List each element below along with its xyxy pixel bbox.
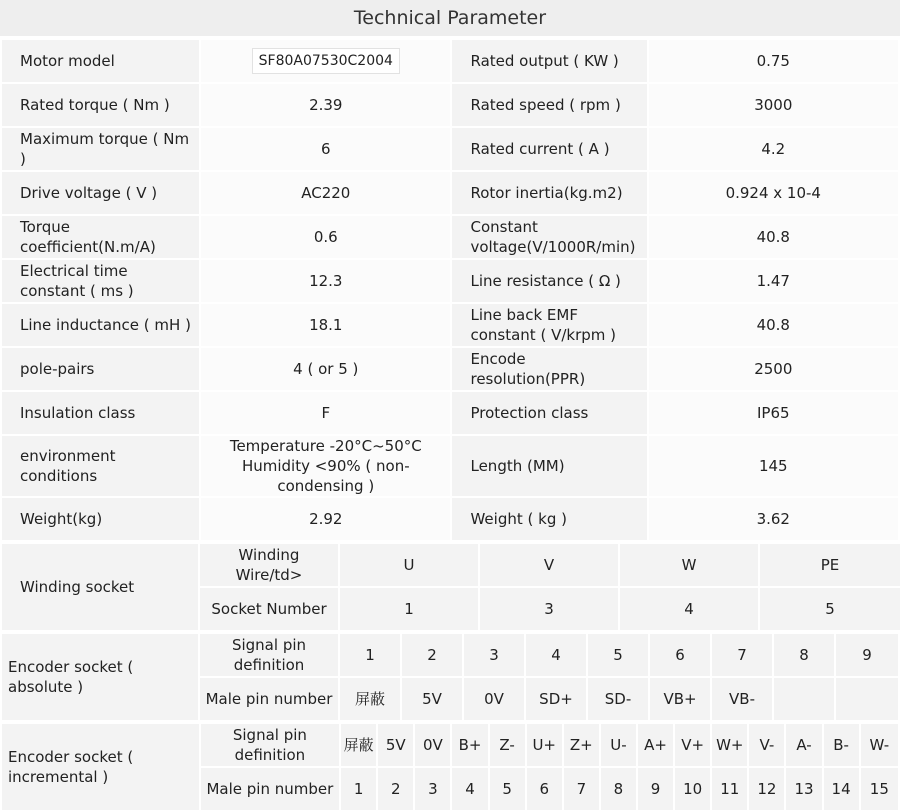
abs-male-cell: VB- — [711, 677, 773, 721]
parameter-value: 4.2 — [648, 127, 899, 171]
inc-signal-cell: W- — [860, 723, 899, 767]
abs-signal-cell: 4 — [525, 633, 587, 677]
abs-signal-cell: 7 — [711, 633, 773, 677]
parameter-label: pole-pairs — [1, 347, 200, 391]
parameter-row — [1, 303, 899, 347]
socket-number-cell: 3 — [479, 587, 619, 631]
parameter-value: 2.92 — [200, 497, 451, 541]
parameter-label: Line resistance ( Ω ) — [451, 259, 647, 303]
page-title: Technical Parameter — [0, 0, 900, 38]
parameter-row — [1, 391, 899, 435]
inc-male-cell: 5 — [489, 767, 526, 811]
inc-male-cell: 9 — [637, 767, 674, 811]
parameter-row — [1, 127, 899, 171]
parameter-value: F — [200, 391, 451, 435]
abs-signal-label: Signal pin definition — [199, 633, 339, 677]
abs-male-cell: 屏蔽 — [339, 677, 401, 721]
parameter-row — [1, 435, 899, 497]
abs-signal-cell: 3 — [463, 633, 525, 677]
parameter-row — [1, 259, 899, 303]
inc-signal-cell: A+ — [637, 723, 674, 767]
parameter-value — [200, 39, 451, 83]
abs-male-cell: 5V — [401, 677, 463, 721]
parameter-label: Rotor inertia(kg.m2) — [451, 171, 647, 215]
parameter-label: Length (MM) — [451, 435, 647, 497]
inc-male-cell: 3 — [414, 767, 451, 811]
parameter-label: Rated torque ( Nm ) — [1, 83, 200, 127]
parameter-value: 3.62 — [648, 497, 899, 541]
socket-number-label: Socket Number — [199, 587, 339, 631]
winding-wire-cell: W — [619, 543, 759, 587]
inc-male-cell: 7 — [563, 767, 600, 811]
parameter-value: 2500 — [648, 347, 899, 391]
abs-male-cell — [773, 677, 835, 721]
spec-sheet — [0, 38, 900, 812]
parameter-label: Torque coefficient(N.m/A) — [1, 215, 200, 259]
inc-male-label: Male pin number — [200, 767, 340, 811]
parameter-label: Weight(kg) — [1, 497, 200, 541]
abs-male-cell — [835, 677, 899, 721]
parameter-label: Drive voltage ( V ) — [1, 171, 200, 215]
parameter-value: 145 — [648, 435, 899, 497]
winding-wire-cell: PE — [759, 543, 900, 587]
inc-signal-cell: Z- — [489, 723, 526, 767]
inc-male-cell: 15 — [860, 767, 899, 811]
inc-signal-label: Signal pin definition — [200, 723, 340, 767]
inc-signal-row — [1, 723, 899, 767]
parameter-value: 3000 — [648, 83, 899, 127]
parameter-value: 18.1 — [200, 303, 451, 347]
parameter-label: Electrical time constant ( ms ) — [1, 259, 200, 303]
parameter-value: 6 — [200, 127, 451, 171]
abs-male-label: Male pin number — [199, 677, 339, 721]
parameter-label: Maximum torque ( Nm ) — [1, 127, 200, 171]
abs-signal-cell: 6 — [649, 633, 711, 677]
inc-signal-cell: 0V — [414, 723, 451, 767]
inc-signal-cell: U- — [600, 723, 637, 767]
abs-signal-cell: 2 — [401, 633, 463, 677]
abs-signal-cell: 5 — [587, 633, 649, 677]
parameter-table — [0, 38, 900, 542]
parameter-label: Rated speed ( rpm ) — [451, 83, 647, 127]
parameter-value: Temperature -20°C~50°C Humidity <90% ( non-condensing ) — [200, 435, 451, 497]
inc-male-cell: 6 — [526, 767, 563, 811]
parameter-label: Rated output ( KW ) — [451, 39, 647, 83]
abs-male-cell: SD- — [587, 677, 649, 721]
abs-male-cell: SD+ — [525, 677, 587, 721]
parameter-label: Encode resolution(PPR) — [451, 347, 647, 391]
parameter-value: IP65 — [648, 391, 899, 435]
inc-male-cell: 4 — [451, 767, 488, 811]
inc-male-cell: 1 — [340, 767, 377, 811]
winding-wire-cell: V — [479, 543, 619, 587]
parameter-value: 12.3 — [200, 259, 451, 303]
inc-signal-cell: U+ — [526, 723, 563, 767]
inc-male-cell: 8 — [600, 767, 637, 811]
encoder-absolute-table — [0, 632, 900, 722]
parameter-label: Line back EMF constant ( V/krpm ) — [451, 303, 647, 347]
parameter-label: environment conditions — [1, 435, 200, 497]
abs-signal-cell: 1 — [339, 633, 401, 677]
inc-signal-cell: A- — [785, 723, 822, 767]
parameter-label: Rated current ( A ) — [451, 127, 647, 171]
inc-male-cell: 10 — [674, 767, 711, 811]
motor-model-value: SF80A07530C2004 — [252, 48, 400, 74]
socket-number-cell: 1 — [339, 587, 479, 631]
parameter-value: 0.6 — [200, 215, 451, 259]
winding-socket-label: Winding socket — [1, 543, 199, 631]
inc-male-cell: 13 — [785, 767, 822, 811]
inc-male-cell: 12 — [748, 767, 785, 811]
inc-signal-cell: Z+ — [563, 723, 600, 767]
abs-signal-row — [1, 633, 899, 677]
parameter-value: AC220 — [200, 171, 451, 215]
parameter-row — [1, 215, 899, 259]
parameter-label: Line inductance ( mH ) — [1, 303, 200, 347]
parameter-value: 2.39 — [200, 83, 451, 127]
parameter-value: 4 ( or 5 ) — [200, 347, 451, 391]
parameter-label: Protection class — [451, 391, 647, 435]
parameter-label: Constant voltage(V/1000R/min) — [451, 215, 647, 259]
inc-signal-cell: V+ — [674, 723, 711, 767]
abs-male-cell: VB+ — [649, 677, 711, 721]
winding-wire-cell: U — [339, 543, 479, 587]
abs-male-cell: 0V — [463, 677, 525, 721]
parameter-row — [1, 171, 899, 215]
socket-number-cell: 5 — [759, 587, 900, 631]
encoder-incremental-table — [0, 722, 900, 812]
inc-male-cell: 2 — [377, 767, 414, 811]
encoder-absolute-label: Encoder socket ( absolute ) — [1, 633, 199, 721]
inc-signal-cell: B- — [823, 723, 860, 767]
inc-signal-cell: W+ — [711, 723, 748, 767]
parameter-value: 40.8 — [648, 215, 899, 259]
winding-wire-row — [1, 543, 900, 587]
abs-signal-cell: 8 — [773, 633, 835, 677]
socket-number-cell: 4 — [619, 587, 759, 631]
parameter-value: 0.75 — [648, 39, 899, 83]
abs-signal-cell: 9 — [835, 633, 899, 677]
winding-wire-label: Winding Wire/td> — [199, 543, 339, 587]
parameter-label: Insulation class — [1, 391, 200, 435]
winding-socket-table — [0, 542, 900, 632]
parameter-label: Weight ( kg ) — [451, 497, 647, 541]
parameter-row — [1, 83, 899, 127]
encoder-incremental-label: Encoder socket ( incremental ) — [1, 723, 200, 811]
parameter-row — [1, 497, 899, 541]
parameter-row — [1, 39, 899, 83]
parameter-value: 0.924 x 10-4 — [648, 171, 899, 215]
inc-male-cell: 11 — [711, 767, 748, 811]
parameter-label: Motor model — [1, 39, 200, 83]
parameter-value: 40.8 — [648, 303, 899, 347]
parameter-value: 1.47 — [648, 259, 899, 303]
parameter-row — [1, 347, 899, 391]
inc-signal-cell: 5V — [377, 723, 414, 767]
inc-signal-cell: 屏蔽 — [340, 723, 377, 767]
inc-male-cell: 14 — [823, 767, 860, 811]
inc-signal-cell: V- — [748, 723, 785, 767]
inc-signal-cell: B+ — [451, 723, 488, 767]
